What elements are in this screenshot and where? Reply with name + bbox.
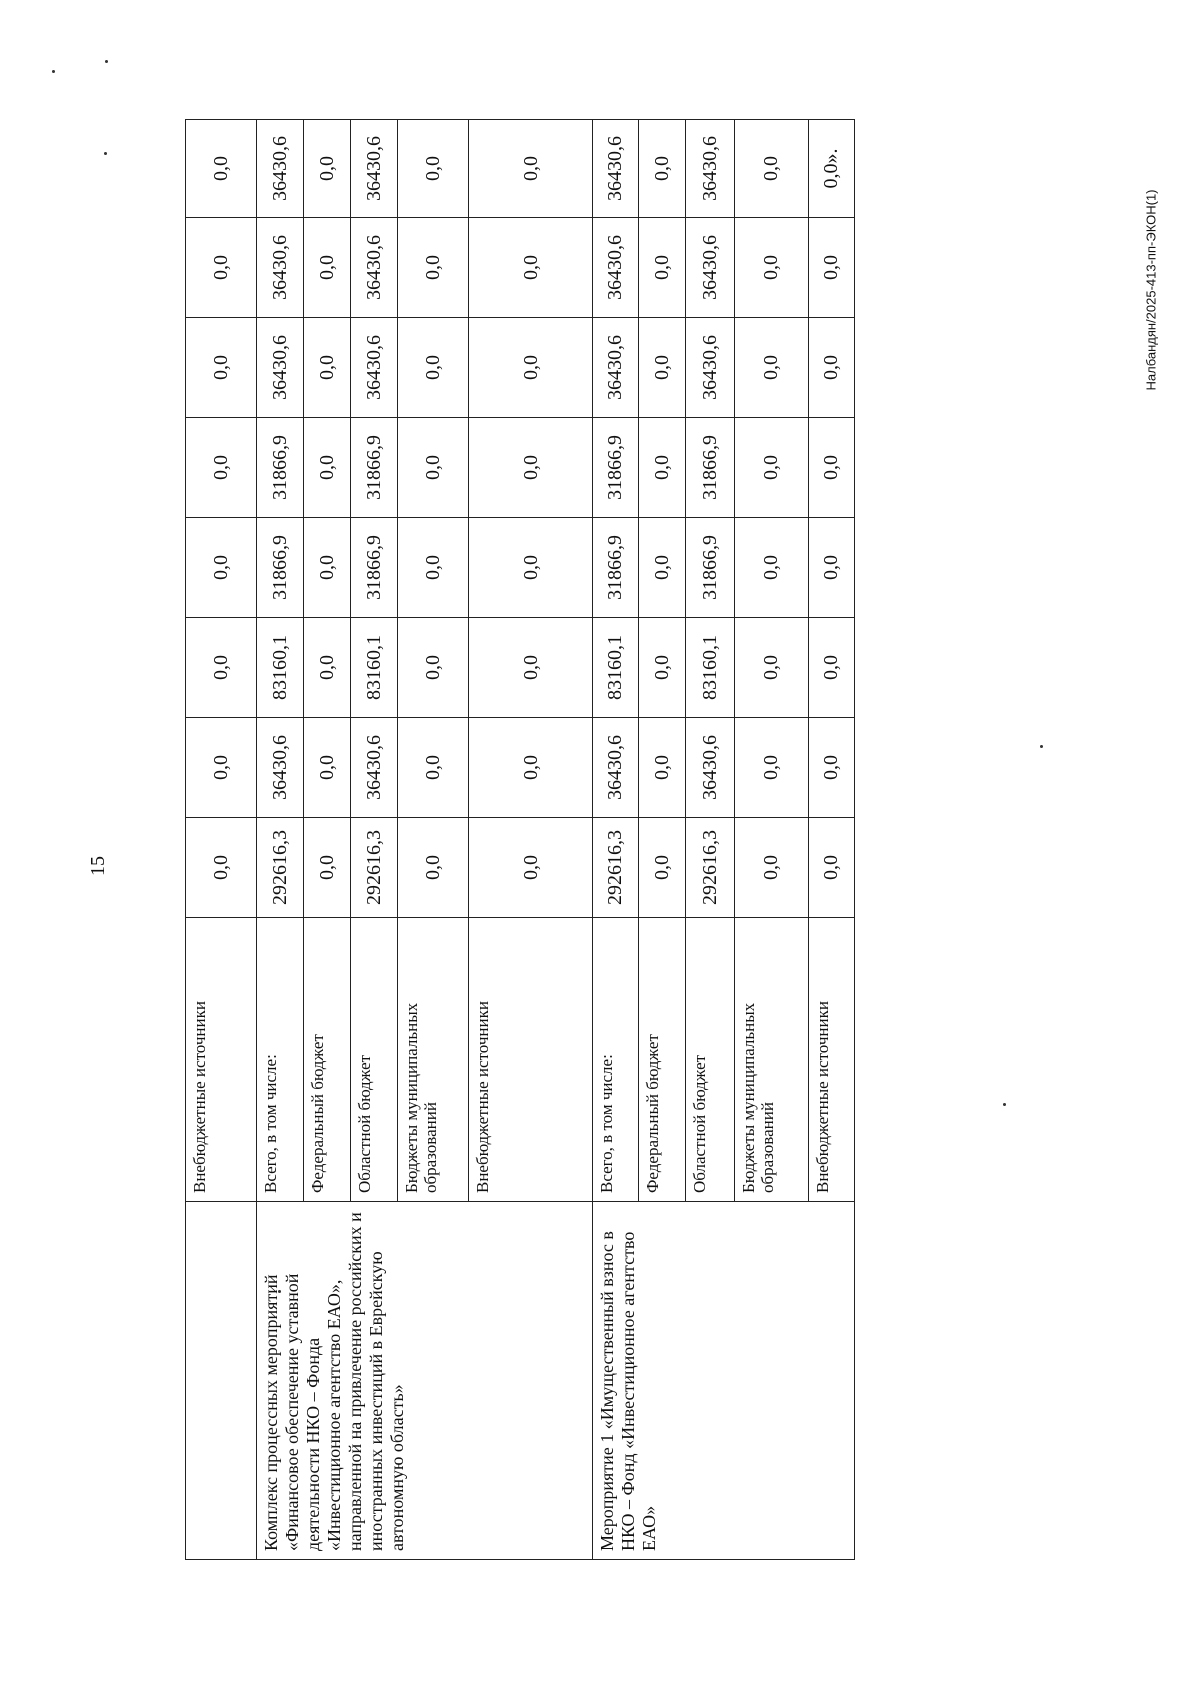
value-cell: 0,0 [469,418,592,518]
value-cell: 31866,9 [592,518,638,618]
value-cell: 0,0 [303,218,350,318]
value-cell: 0,0 [734,818,808,918]
value-cell: 83160,1 [592,618,638,718]
value-cell: 36430,6 [351,318,397,418]
table-container [185,120,855,1560]
value-cell: 0,0 [734,218,808,318]
value-cell: 36430,6 [351,218,397,318]
value-cell: 0,0 [397,718,469,818]
value-cell: 0,0 [303,618,350,718]
value-cell: 0,0 [469,518,592,618]
value-cell: 0,0 [734,518,808,618]
value-cell: 0,0 [734,120,808,218]
source-cell: Всего, в том числе: [256,918,303,1202]
value-cell: 36430,6 [686,318,734,418]
value-cell: 31866,9 [686,518,734,618]
value-cell: 31866,9 [256,418,303,518]
value-cell: 36430,6 [686,718,734,818]
value-cell: 0,0 [808,818,854,918]
value-cell: 0,0 [303,518,350,618]
value-cell: 292616,3 [592,818,638,918]
value-cell: 0,0 [638,518,685,618]
value-cell: 0,0 [303,318,350,418]
value-cell: 31866,9 [351,518,397,618]
source-cell: Внебюджетные источники [186,918,257,1202]
value-cell: 0,0 [397,418,469,518]
value-cell: 36430,6 [256,318,303,418]
value-cell: 0,0 [397,120,469,218]
source-cell: Всего, в том числе: [592,918,638,1202]
value-cell: 36430,6 [256,120,303,218]
value-cell: 0,0 [808,718,854,818]
table-row [256,120,303,1560]
value-cell: 0,0 [734,618,808,718]
scan-speck [1040,745,1043,748]
value-cell: 0,0 [186,718,257,818]
value-cell: 0,0 [638,818,685,918]
value-cell: 0,0 [469,218,592,318]
value-cell: 292616,3 [256,818,303,918]
value-cell: 0,0 [638,718,685,818]
value-cell: 0,0 [397,618,469,718]
activity-name-cell: Мероприятие 1 «Имущественный взнос в НКО – Фонд «Инвестиционное агентство ЕАО» [592,1202,854,1560]
value-cell: 0,0 [638,218,685,318]
value-cell: 0,0 [469,618,592,718]
source-cell: Областной бюджет [686,918,734,1202]
source-cell: Федеральный бюджет [638,918,685,1202]
document-code [1141,120,1161,460]
value-cell: 0,0 [469,120,592,218]
value-cell: 36430,6 [592,318,638,418]
value-cell: 0,0 [397,218,469,318]
value-cell: 0,0 [397,818,469,918]
value-cell: 0,0 [808,418,854,518]
value-cell: 0,0 [397,318,469,418]
rotated-table-frame [185,120,855,1560]
value-cell: 0,0 [303,718,350,818]
value-cell: 0,0 [469,818,592,918]
scan-speck [105,60,108,63]
value-cell: 0,0 [303,418,350,518]
value-cell: 0,0 [734,318,808,418]
value-cell: 0,0 [638,418,685,518]
value-cell: 0,0 [734,718,808,818]
value-cell: 36430,6 [592,218,638,318]
source-cell: Внебюджетные источники [469,918,592,1202]
value-cell: 0,0 [186,318,257,418]
value-cell: 0,0 [303,120,350,218]
value-cell: 292616,3 [351,818,397,918]
value-cell: 0,0 [186,618,257,718]
value-cell: 36430,6 [686,218,734,318]
value-cell: 0,0 [186,120,257,218]
value-cell: 0,0 [186,418,257,518]
value-cell: 0,0 [469,318,592,418]
value-cell: 0,0 [808,518,854,618]
value-cell: 36430,6 [592,718,638,818]
value-cell: 0,0». [808,120,854,218]
source-cell: Областной бюджет [351,918,397,1202]
table-row [592,120,638,1560]
scan-speck [104,152,107,155]
source-cell: Федеральный бюджет [303,918,350,1202]
value-cell: 0,0 [397,518,469,618]
source-cell: Бюджеты муниципальных образований [734,918,808,1202]
activity-name-cell [186,1202,257,1560]
value-cell: 0,0 [638,120,685,218]
value-cell: 0,0 [186,218,257,318]
value-cell: 36430,6 [686,120,734,218]
value-cell: 0,0 [638,618,685,718]
source-cell: Бюджеты муниципальных образований [397,918,469,1202]
funding-table [185,119,855,1560]
value-cell: 31866,9 [592,418,638,518]
scan-speck [1003,1103,1006,1106]
scan-speck [52,70,55,73]
value-cell: 0,0 [469,718,592,818]
value-cell: 31866,9 [686,418,734,518]
value-cell: 36430,6 [592,120,638,218]
value-cell: 0,0 [808,318,854,418]
value-cell: 0,0 [808,618,854,718]
value-cell: 0,0 [734,418,808,518]
value-cell: 36430,6 [351,718,397,818]
value-cell: 83160,1 [256,618,303,718]
value-cell: 83160,1 [686,618,734,718]
value-cell: 0,0 [808,218,854,318]
value-cell: 36430,6 [256,718,303,818]
value-cell: 0,0 [303,818,350,918]
value-cell: 36430,6 [256,218,303,318]
document-code-text: Налбандян/2025-413-пп-ЭКОН(1) [1143,189,1159,391]
value-cell: 83160,1 [351,618,397,718]
source-cell: Внебюджетные источники [808,918,854,1202]
table-row [186,120,257,1560]
value-cell: 0,0 [186,818,257,918]
value-cell: 0,0 [638,318,685,418]
value-cell: 36430,6 [351,120,397,218]
page-number: 15 [87,856,109,876]
value-cell: 292616,3 [686,818,734,918]
value-cell: 31866,9 [256,518,303,618]
value-cell: 0,0 [186,518,257,618]
value-cell: 31866,9 [351,418,397,518]
activity-name-cell: Комплекс процессных мероприятий «Финансовое обеспечение уставной деятельности НКО – Фонда «Инвестиционное агентство ЕАО», направленной на привлечение российских и иностранных инвестиций в Еврейскую автономную область» [256,1202,592,1560]
